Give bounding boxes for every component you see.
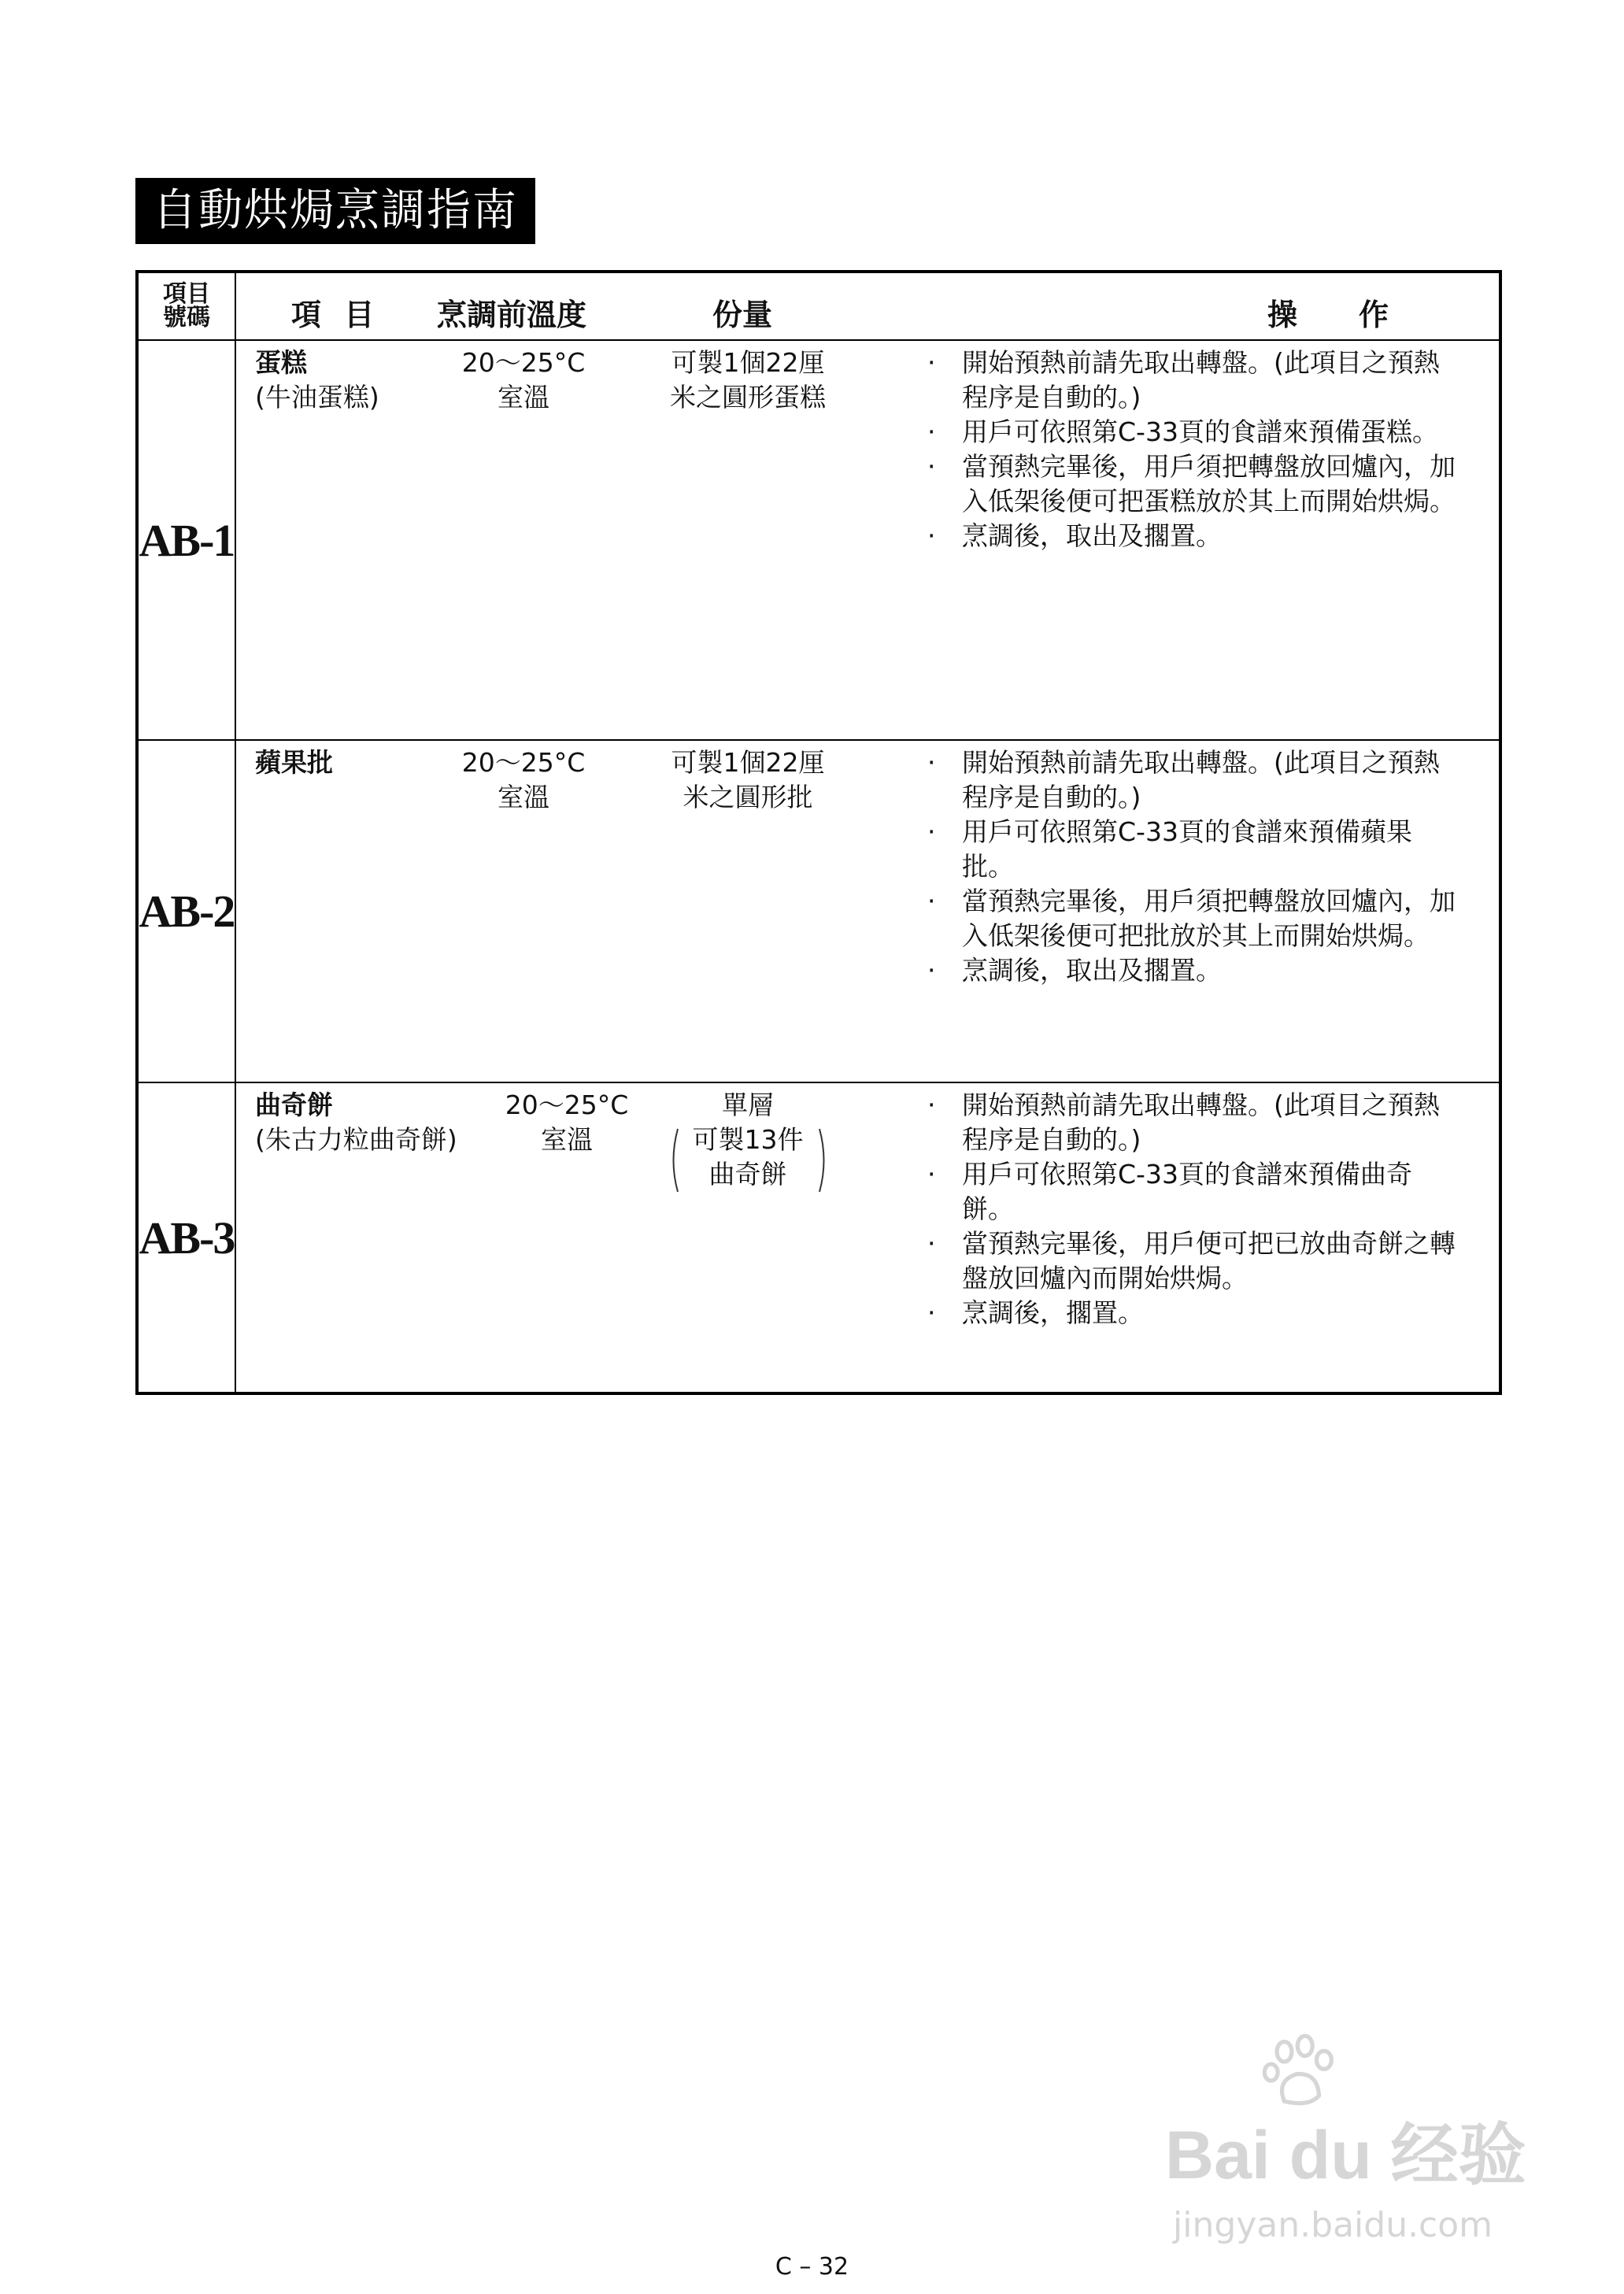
temp-range: 20～25°C (505, 1090, 629, 1120)
header-main (235, 272, 1500, 340)
operation-step: · 當預熱完畢後，用戶便可把已放曲奇餅之轉盤放回爐內而開始烘焗。 (921, 1227, 1456, 1296)
portion-line: 可製13件 (692, 1124, 804, 1155)
page-number: C – 32 (775, 2253, 849, 2281)
operation-step: · 烹調後，取出及擱置。 (921, 519, 1456, 553)
auto-bake-guide-table (135, 270, 1502, 1395)
table-row (137, 1082, 1500, 1393)
item-code: AB-2 (137, 740, 235, 1082)
item-subname: (朱古力粒曲奇餅) (255, 1124, 457, 1155)
operation-step: · 開始預熱前請先取出轉盤。(此項目之預熱程序是自動的。) (921, 746, 1456, 815)
header-code: 項目號碼 (137, 272, 235, 340)
temp-label: 室溫 (498, 382, 549, 413)
item-name: 蛋糕 (255, 347, 307, 378)
row-content (235, 1082, 1500, 1393)
row-content (235, 340, 1500, 740)
operation-step: · 當預熱完畢後，用戶須把轉盤放回爐內，加入低架後便可把批放於其上而開始烘焗。 (921, 884, 1456, 953)
item-name: 蘋果批 (255, 747, 333, 778)
operation-list (921, 1088, 1456, 1330)
operation-step: · 開始預熱前請先取出轉盤。(此項目之預熱程序是自動的。) (921, 1088, 1456, 1157)
item-code: AB-3 (137, 1082, 235, 1393)
row-content (235, 740, 1500, 1082)
operation-step: · 烹調後，取出及擱置。 (921, 953, 1456, 988)
table-row (137, 340, 1500, 740)
watermark-url: jingyan.baidu.com (1173, 2205, 1493, 2245)
operation-step: · 開始預熱前請先取出轉盤。(此項目之預熱程序是自動的。) (921, 346, 1456, 415)
operation-list (921, 346, 1456, 553)
operation-step: · 烹調後，擱置。 (921, 1296, 1456, 1330)
portion-line: 曲奇餅 (708, 1159, 787, 1190)
portion-line: 米之圓形蛋糕 (670, 382, 826, 413)
paw-icon (1260, 2031, 1342, 2114)
operation-step: · 用戶可依照第C-33頁的食譜來預備蘋果批。 (921, 815, 1456, 884)
page-title: 自動烘焗烹調指南 (135, 178, 535, 244)
header-operation: 操 作 (1267, 298, 1405, 332)
temp-range: 20～25°C (461, 347, 586, 378)
operation-step: · 用戶可依照第C-33頁的食譜來預備蛋糕。 (921, 415, 1456, 450)
operation-step: · 用戶可依照第C-33頁的食譜來預備曲奇餅。 (921, 1157, 1456, 1227)
left-bracket (668, 1127, 680, 1193)
baidu-watermark (1149, 2031, 1590, 2259)
temp-range: 20～25°C (461, 747, 586, 778)
right-bracket (817, 1127, 830, 1193)
header-item: 項 目 (291, 298, 381, 332)
temp-label: 室溫 (541, 1124, 593, 1155)
portion-line: 可製1個22厘 (671, 747, 825, 778)
operation-list (921, 746, 1456, 988)
portion-line: 單層 (722, 1090, 774, 1120)
table-header-row (137, 272, 1500, 340)
watermark-brand: Bai du 经验 (1165, 2118, 1526, 2193)
portion-line: 可製1個22厘 (671, 347, 825, 378)
temp-label: 室溫 (498, 782, 549, 812)
operation-step: · 當預熱完畢後，用戶須把轉盤放回爐內，加入低架後便可把蛋糕放於其上而開始烘焗。 (921, 450, 1456, 519)
header-temp: 烹調前溫度 (437, 298, 587, 332)
header-portion: 份量 (712, 298, 773, 332)
portion-line: 米之圓形批 (683, 782, 813, 812)
item-name: 曲奇餅 (255, 1090, 333, 1120)
table-row (137, 740, 1500, 1082)
item-code: AB-1 (137, 340, 235, 740)
item-subname: (牛油蛋糕) (255, 382, 379, 413)
